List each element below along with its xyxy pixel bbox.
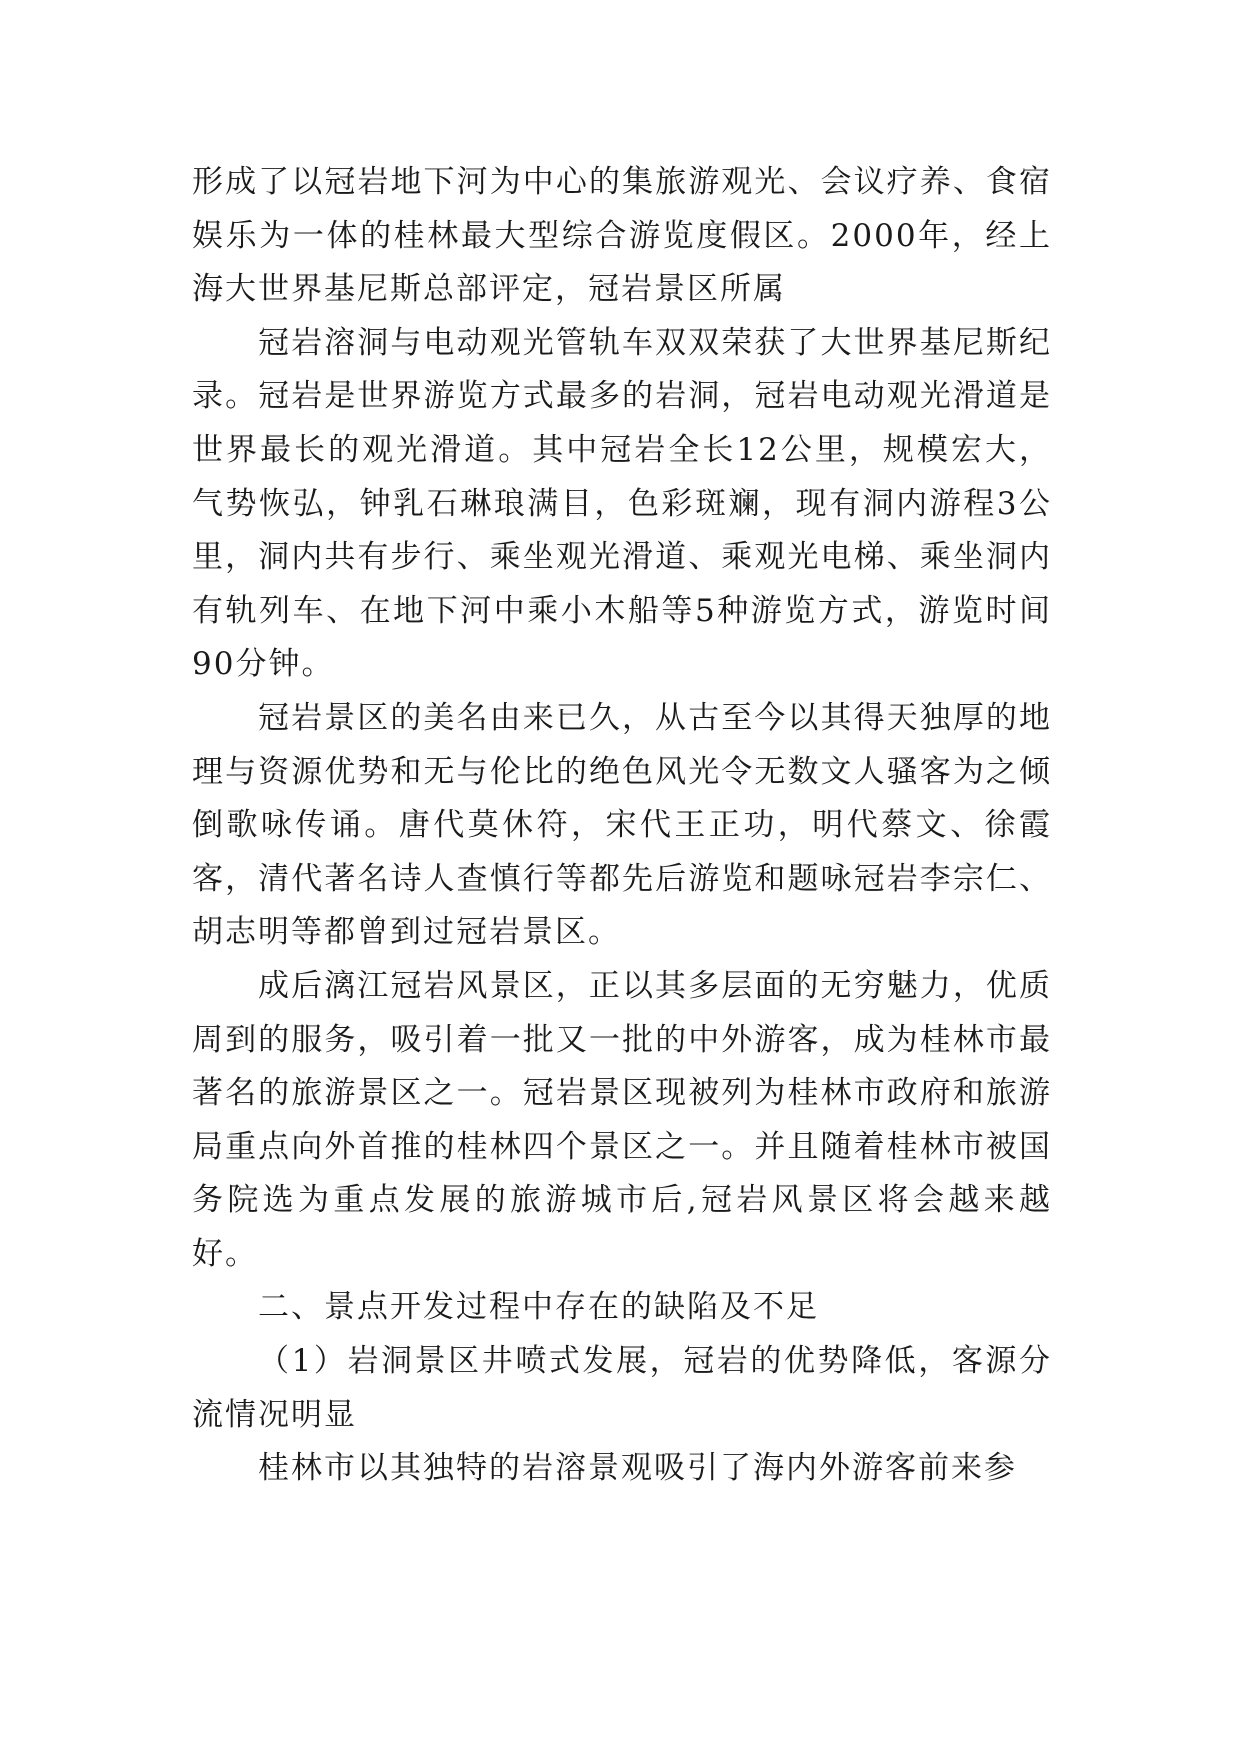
- section-heading: 二、景点开发过程中存在的缺陷及不足: [258, 1289, 819, 1326]
- paragraph-guinness-record: 冠岩溶洞与电动观光管轨车双双荣获了大世界基尼斯纪录。冠岩是世界游览方式最多的岩洞，冠岩电动观光滑道是世界最长的观光滑道。其中冠岩全长12公里，规模宏大，气势恢弘，钟乳石琳琅满目，色彩斑斓，现有洞内游程3公里，洞内共有步行、乘坐观光滑道、乘观光电梯、乘坐洞内有轨列车、在地下河中乘小木船等5种游览方式，游览时间90分钟。: [192, 324, 1052, 683]
- subsection-heading: （1）岩洞景区井喷式发展，冠岩的优势降低，客源分流情况明显: [192, 1343, 1052, 1433]
- paragraph-karst-intro: 桂林市以其独特的岩溶景观吸引了海内外游客前来参: [258, 1450, 1017, 1487]
- paragraph-history: 冠岩景区的美名由来已久，从古至今以其得天独厚的地理与资源优势和无与伦比的绝色风光令无数文人骚客为之倾倒歌咏传诵。唐代莫休符，宋代王正功，明代蔡文、徐霞客，清代著名诗人查慎行等都先后游览和题咏冠岩李宗仁、胡志明等都曾到过冠岩景区。: [192, 699, 1052, 951]
- paragraph-reputation: 成后漓江冠岩风景区，正以其多层面的无穷魅力，优质周到的服务，吸引着一批又一批的中外游客，成为桂林市最著名的旅游景区之一。冠岩景区现被列为桂林市政府和旅游局重点向外首推的桂林四个景区之一。并且随着桂林市被国务院选为重点发展的旅游城市后,冠岩风景区将会越来越好。: [192, 967, 1052, 1272]
- paragraph-continuation: 形成了以冠岩地下河为中心的集旅游观光、会议疗养、食宿娱乐为一体的桂林最大型综合游览度假区。2000年，经上海大世界基尼斯总部评定，冠岩景区所属: [192, 164, 1052, 308]
- document-body: [192, 156, 1052, 1496]
